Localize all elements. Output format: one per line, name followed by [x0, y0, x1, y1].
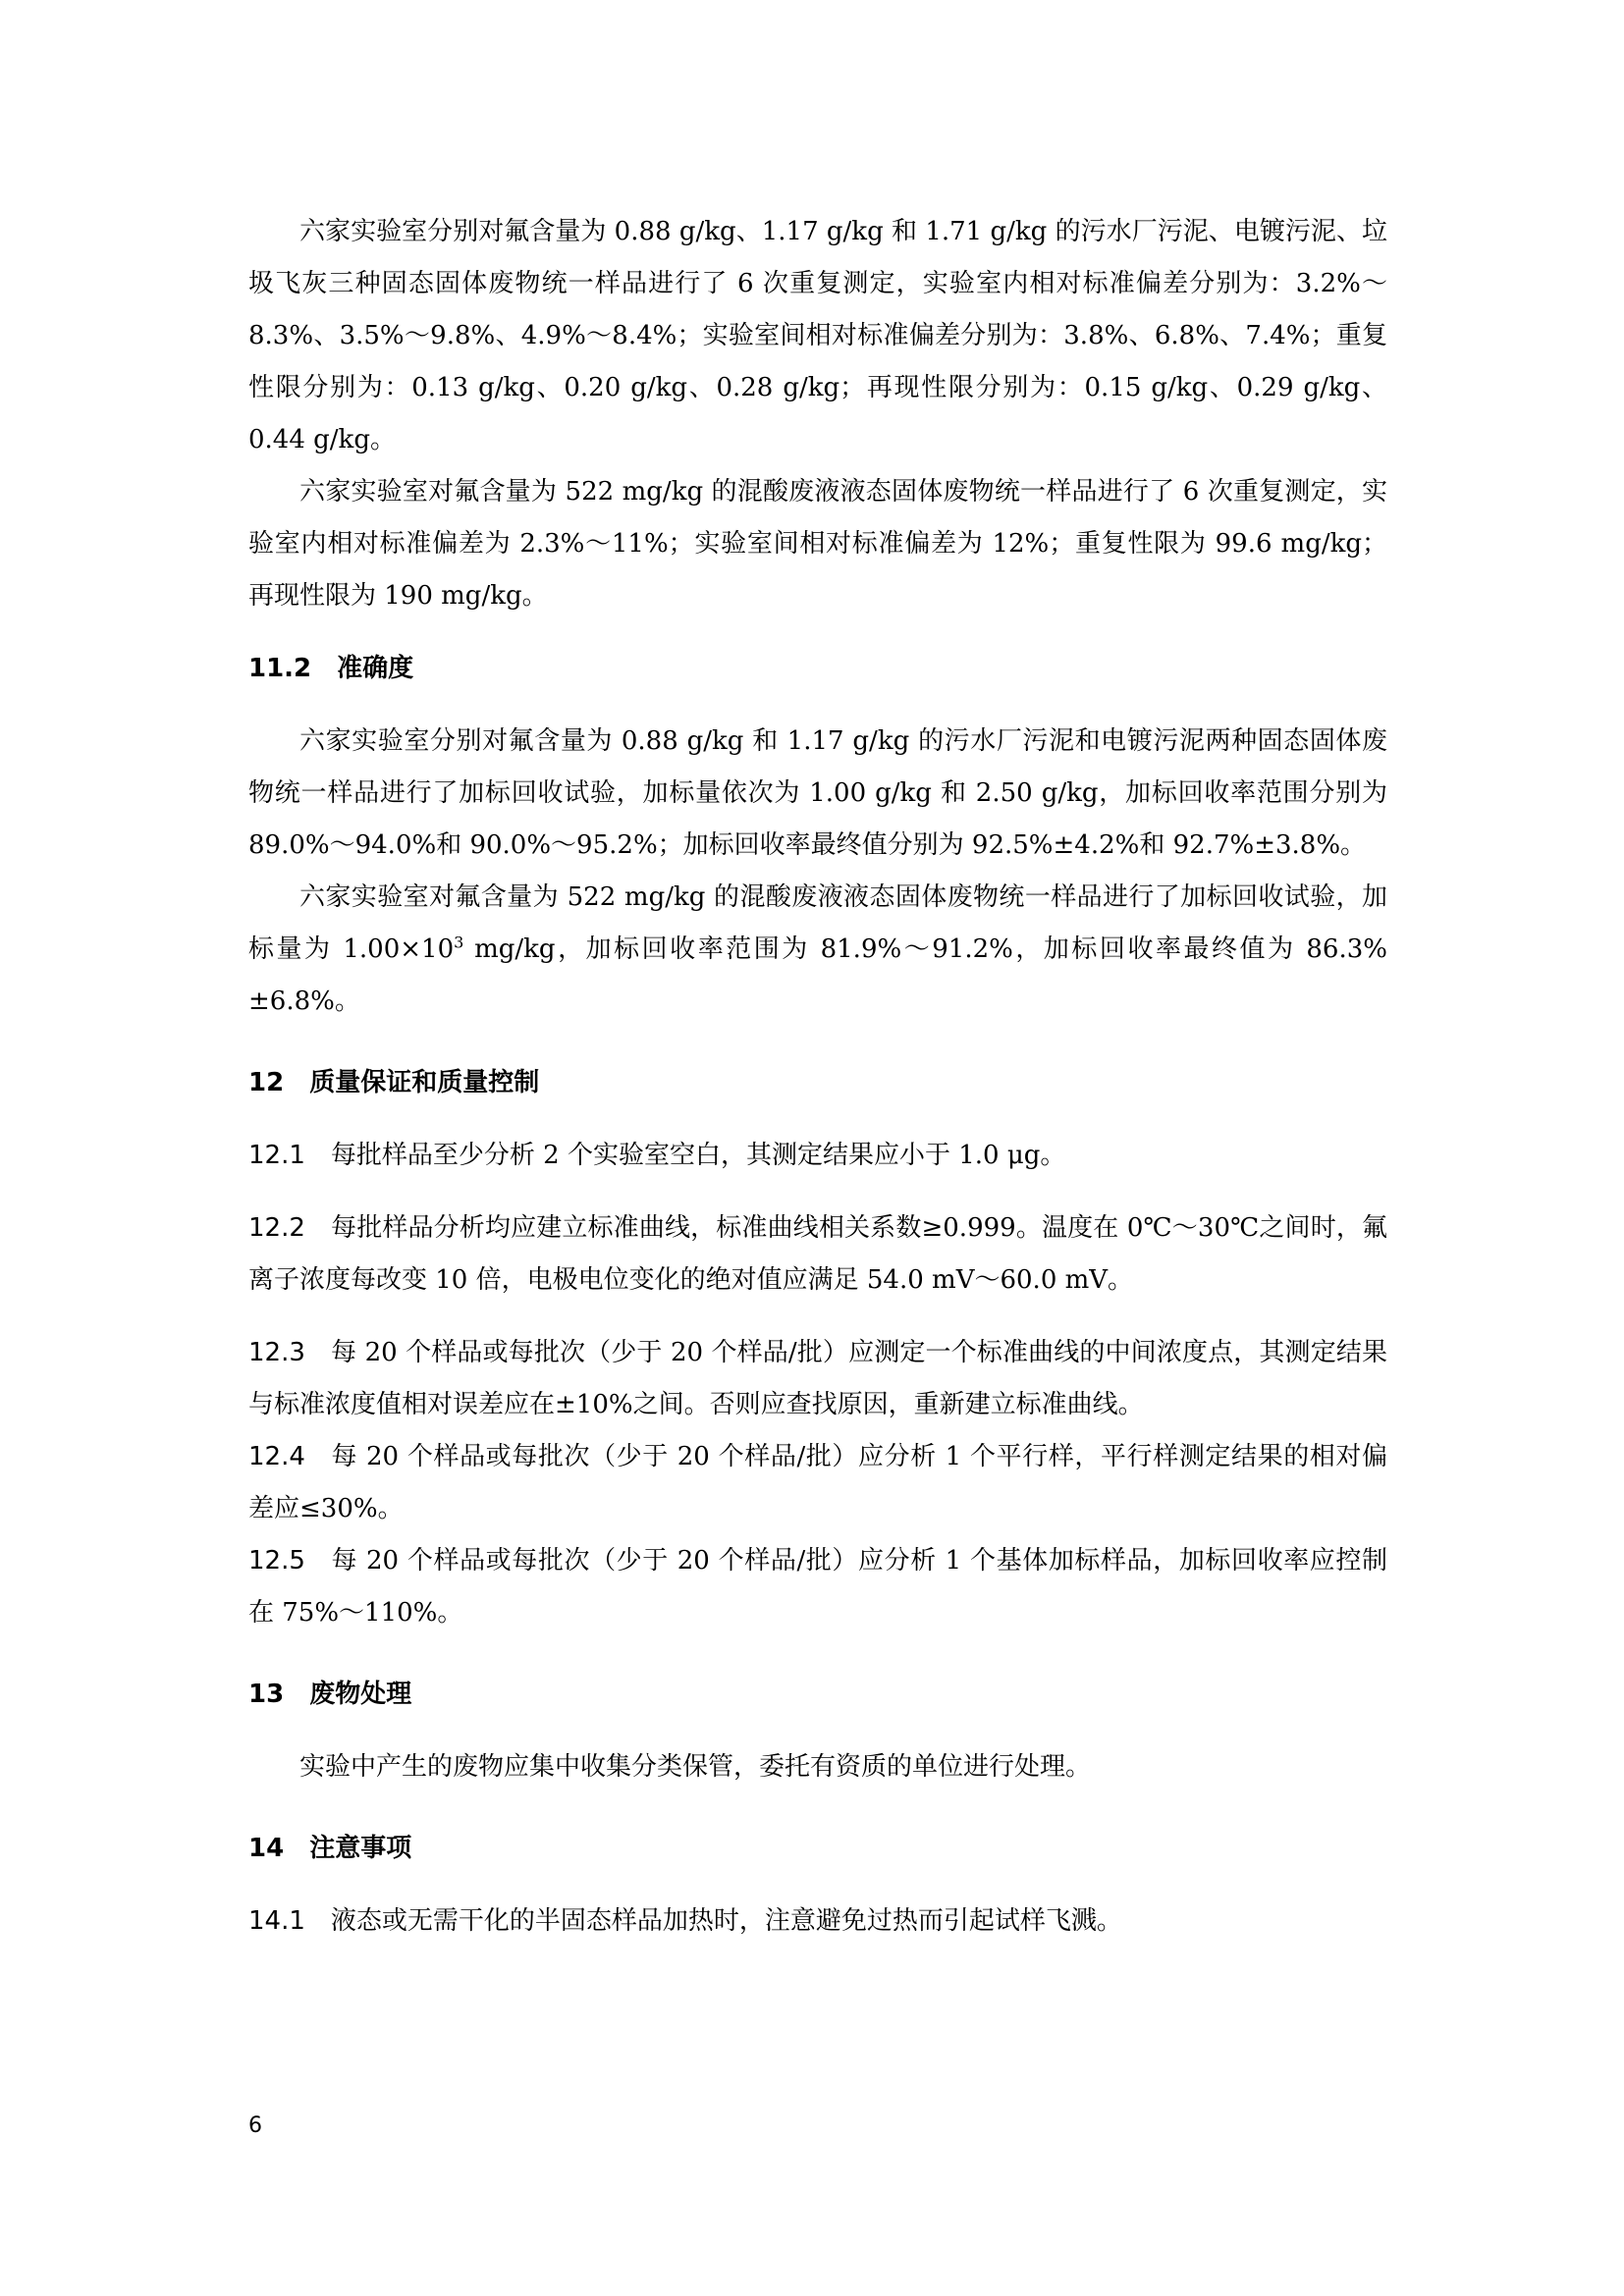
clause-12-2: [248, 1202, 1387, 1307]
section-title: 注意事项: [309, 1834, 412, 1863]
clause-12-5: [248, 1535, 1387, 1639]
clause-number: 12.3: [248, 1338, 305, 1367]
section-number: 14: [248, 1834, 285, 1863]
section-number: 11.2: [248, 654, 312, 683]
clause-text: 液态或无需干化的半固态样品加热时，注意避免过热而引起试样飞溅。: [330, 1906, 1122, 1936]
clause-number: 12.5: [248, 1546, 305, 1575]
clause-number: 12.4: [248, 1442, 305, 1471]
clause-text: 每 20 个样品或每批次（少于 20 个样品/批）应分析 1 个平行样，平行样测定结果的相对偏差应≤30%。: [248, 1442, 1387, 1523]
exponent: 3: [454, 933, 464, 952]
accuracy-paragraph-solid: 六家实验室分别对氟含量为 0.88 g/kg 和 1.17 g/kg 的污水厂污泥和电镀污泥两种固态固体废物统一样品进行了加标回收试验，加标量依次为 1.00 g/kg 和 2.50 g/kg，加标回收率范围分别为 89.0%～94.0%和 90.0%～95.2%；加标回收率最终值分别为 92.5%±4.2%和 92.7%±3.8%。: [248, 726, 1387, 860]
document-body: [248, 206, 1387, 1948]
clause-14-1: [248, 1896, 1387, 1948]
clause-number: 12.1: [248, 1141, 305, 1170]
clause-number: 12.2: [248, 1213, 305, 1243]
clause-text: 每批样品分析均应建立标准曲线，标准曲线相关系数≥0.999。温度在 0℃～30℃之间时，氟离子浓度每改变 10 倍，电极电位变化的绝对值应满足 54.0 mV～60.0 mV。: [248, 1213, 1387, 1295]
waste-disposal-paragraph: 实验中产生的废物应集中收集分类保管，委托有资质的单位进行处理。: [299, 1752, 1092, 1782]
clause-12-4: [248, 1431, 1387, 1535]
clause-12-3: [248, 1327, 1387, 1431]
section-title: 废物处理: [309, 1680, 412, 1709]
clause-text: 每 20 个样品或每批次（少于 20 个样品/批）应分析 1 个基体加标样品，加标回收率应控制在 75%～110%。: [248, 1546, 1387, 1628]
precision-paragraph-solid: 六家实验室分别对氟含量为 0.88 g/kg、1.17 g/kg 和 1.71 g/kg 的污水厂污泥、电镀污泥、垃圾飞灰三种固态固体废物统一样品进行了 6 次重复测定，实验室内相对标准偏差分别为：3.2%～8.3%、3.5%～9.8%、4.9%～8.4%；实验室间相对标准偏差分别为：3.8%、6.8%、7.4%；重复性限分别为：0.13 g/kg、0.20 g/kg、0.28 g/kg；再现性限分别为：0.15 g/kg、0.29 g/kg、0.44 g/kg。: [248, 217, 1387, 454]
clause-text: 每 20 个样品或每批次（少于 20 个样品/批）应测定一个标准曲线的中间浓度点，其测定结果与标准浓度值相对误差应在±10%之间。否则应查找原因，重新建立标准曲线。: [248, 1338, 1387, 1419]
clause-number: 14.1: [248, 1906, 305, 1936]
section-title: 准确度: [337, 654, 414, 683]
clause-12-1: [248, 1130, 1387, 1182]
section-heading-13: [248, 1669, 1387, 1721]
section-number: 12: [248, 1068, 285, 1097]
precision-paragraph-liquid: 六家实验室对氟含量为 522 mg/kg 的混酸废液液态固体废物统一样品进行了 6 次重复测定，实验室内相对标准偏差为 2.3%～11%；实验室间相对标准偏差为 12%；重复性限为 99.6 mg/kg；再现性限为 190 mg/kg。: [248, 477, 1387, 611]
section-title: 质量保证和质量控制: [309, 1068, 540, 1097]
section-heading-14: [248, 1823, 1387, 1875]
section-number: 13: [248, 1680, 285, 1709]
clause-text: 每批样品至少分析 2 个实验室空白，其测定结果应小于 1.0 μg。: [330, 1141, 1066, 1170]
page-number: 6: [248, 2113, 262, 2138]
section-heading-12: [248, 1057, 1387, 1109]
section-heading-11-2: [248, 643, 1387, 695]
accuracy-paragraph-liquid: 六家实验室对氟含量为 522 mg/kg 的混酸废液液态固体废物统一样品进行了加标回收试验，加标量为 $1.00\times 10^3$ mg/kg，加标回收率范围为 81.9%～91.2%，加标回收率最终值为 86.3%±6.8%。: [248, 882, 1387, 1016]
